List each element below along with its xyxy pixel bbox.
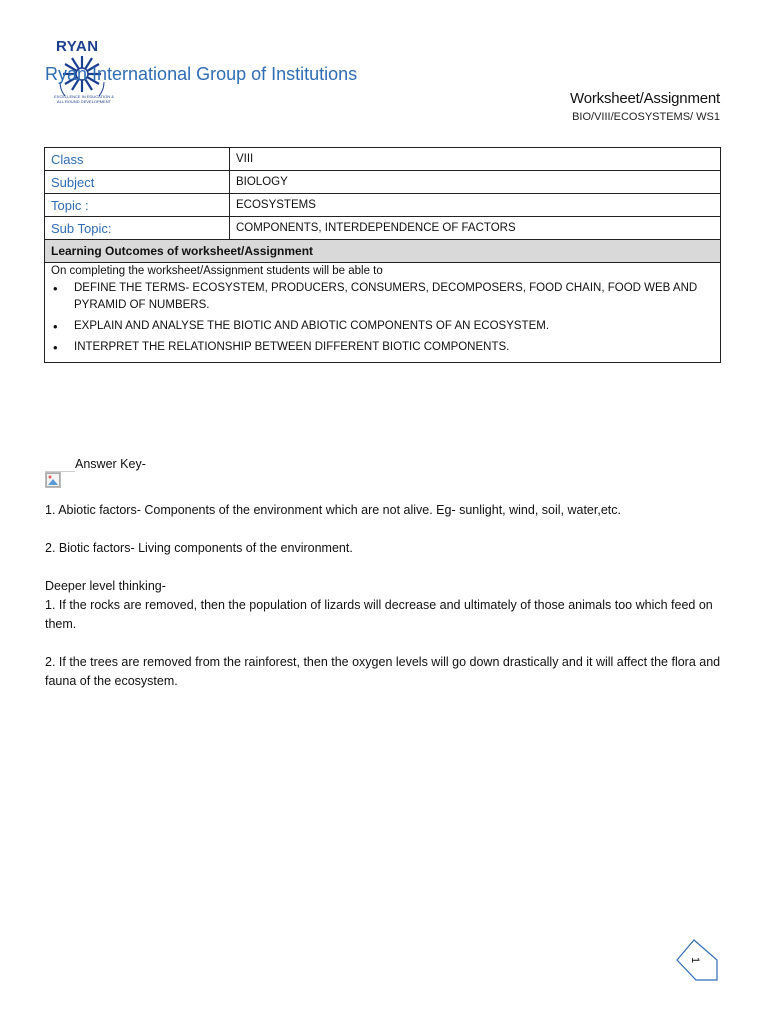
image-placeholder-icon [45, 472, 61, 488]
table-row [45, 171, 721, 194]
list-item: • DEFINE THE TERMS- ECOSYSTEM, PRODUCERS, CONSUMERS, DECOMPOSERS, FOOD CHAIN, FOOD WEB AND PYRAMID OF NUMBERS. [51, 280, 714, 314]
table-row [45, 263, 721, 363]
page-number: 1 [689, 956, 702, 964]
table-row [45, 148, 721, 171]
table-row [45, 194, 721, 217]
subject-value: BIOLOGY [230, 171, 721, 194]
list-item: • INTERPRET THE RELATIONSHIP BETWEEN DIFFERENT BIOTIC COMPONENTS. [51, 339, 714, 356]
learning-outcomes-intro: On completing the worksheet/Assignment students will be able to [51, 265, 383, 277]
deeper-thinking-heading: Deeper level thinking- [45, 579, 166, 593]
worksheet-code: BIO/VIII/ECOSYSTEMS/ WS1 [572, 111, 720, 123]
sub-topic-value: COMPONENTS, INTERDEPENDENCE OF FACTORS [230, 217, 721, 240]
deeper-answer-1: 1. If the rocks are removed, then the population of lizards will decrease and ultimately of those animals too which feed on them. [45, 598, 713, 631]
answer-2: 2. Biotic factors- Living components of the environment. [45, 541, 353, 555]
organization-name: Ryan International Group of Institutions [45, 64, 358, 84]
logo-tagline: EXCELLENCE IN EDUCATION & ALL ROUND DEVELOPMENT [54, 94, 114, 104]
logo-text: RYAN [56, 38, 99, 55]
topic-label: Topic : [45, 194, 230, 217]
answer-1: 1. Abiotic factors- Components of the environment which are not alive. Eg- sunlight, wind, soil, water,etc. [45, 503, 621, 517]
worksheet-info-table [44, 147, 721, 363]
sub-topic-label: Sub Topic: [45, 217, 230, 240]
list-item: • EXPLAIN AND ANALYSE THE BIOTIC AND ABIOTIC COMPONENTS OF AN ECOSYSTEM. [51, 318, 714, 335]
topic-value: ECOSYSTEMS [230, 194, 721, 217]
table-row [45, 217, 721, 240]
deeper-answer-2: 2. If the trees are removed from the rainforest, then the oxygen levels will go down drastically and it will affect the flora and fauna of the ecosystem. [45, 655, 721, 688]
answer-key-heading: Answer Key- [75, 457, 146, 471]
class-label: Class [45, 148, 230, 171]
worksheet-title: Worksheet/Assignment [570, 90, 720, 107]
class-value: VIII [230, 148, 721, 171]
page-number-badge [674, 938, 720, 982]
table-row [45, 240, 721, 263]
learning-outcomes-list [51, 280, 714, 356]
subject-label: Subject [45, 171, 230, 194]
learning-outcomes-heading: Learning Outcomes of worksheet/Assignment [45, 240, 721, 263]
learning-outcomes-body [45, 263, 721, 363]
